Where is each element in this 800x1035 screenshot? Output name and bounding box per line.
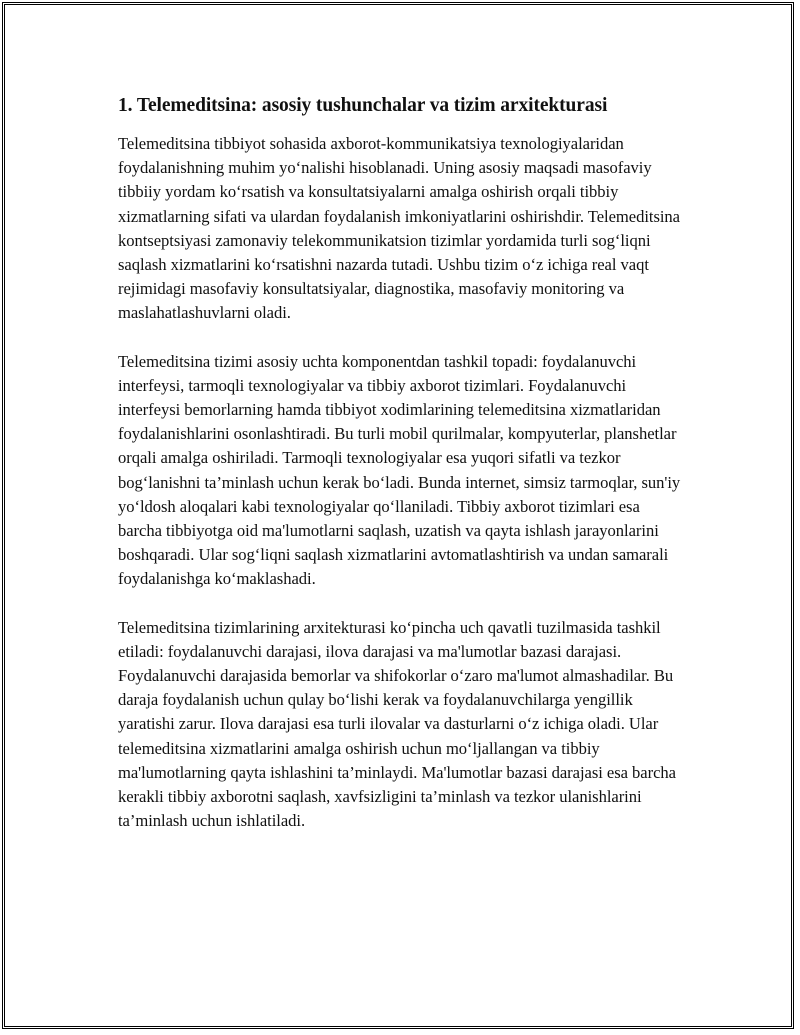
document-body [118,92,686,857]
paragraph-1: Telemeditsina tibbiyot sohasida axborot-kommunikatsiya texnologiyalaridan foydalanishning muhim yoʻnalishi hisoblanadi. Uning asosiy maqsadi masofaviy tibbiiy yordam koʻrsatish va konsultatsiyalarni amalga oshirish orqali tibbiy xizmatlarning sifati va ulardan foydalanish imkoniyatlarini oshirishdir. Telemeditsina kontseptsiyasi zamonaviy telekommunikatsion tizimlar yordamida turli sogʻliqni saqlash xizmatlarini koʻrsatishni nazarda tutadi. Ushbu tizim oʻz ichiga real vaqt rejimidagi masofaviy konsultatsiyalar, diagnostika, masofaviy monitoring va maslahatlashuvlarni oladi. [118,134,680,323]
paragraph-2: Telemeditsina tizimi asosiy uchta komponentdan tashkil topadi: foydalanuvchi interfeysi, tarmoqli texnologiyalar va tibbiy axborot tizimlari. Foydalanuvchi interfeysi bemorlarning hamda tibbiyot xodimlarining telemeditsina xizmatlaridan foydalanishlarini osonlashtiradi. Bu turli mobil qurilmalar, kompyuterlar, planshetlar orqali amalga oshiriladi. Tarmoqli texnologiyalar esa yuqori sifatli va tezkor bogʻlanishni ta’minlash uchun kerak boʻladi. Bunda internet, simsiz tarmoqlar, sun'iy yoʻldosh aloqalari kabi texnologiyalar qoʻllaniladi. Tibbiy axborot tizimlari esa barcha tibbiyotga oid ma'lumotlarni saqlash, uzatish va qayta ishlash jarayonlarini boshqaradi. Ular sogʻliqni saqlash xizmatlarini avtomatlashtirish va undan samarali foydalanishga koʻmaklashadi. [118,351,681,589]
paragraph-3: Telemeditsina tizimlarining arxitekturasi koʻpincha uch qavatli tuzilmasida tashkil etiladi: foydalanuvchi darajasi, ilova darajasi va ma'lumotlar bazasi darajasi. Foydalanuvchi darajasida bemorlar va shifokorlar oʻzaro ma'lumot almashadilar. Bu daraja foydalanish uchun qulay boʻlishi kerak va foydalanuvchilarga yengillik yaratishi zarur. Ilova darajasi esa turli ilovalar va dasturlarni oʻz ichiga oladi. Ular telemeditsina xizmatlarini amalga oshirish uchun moʻljallangan va tibbiy ma'lumotlarning qayta ishlashini ta’minlaydi. Ma'lumotlar bazasi darajasi esa barcha kerakli tibbiy axborotni saqlash, xavfsizligini ta’minlash va tezkor ulanishlarini ta’minlash uchun ishlatiladi. [118,617,676,831]
section-heading: 1. Telemeditsina: asosiy tushunchalar va tizim arxitekturasi [118,95,608,116]
